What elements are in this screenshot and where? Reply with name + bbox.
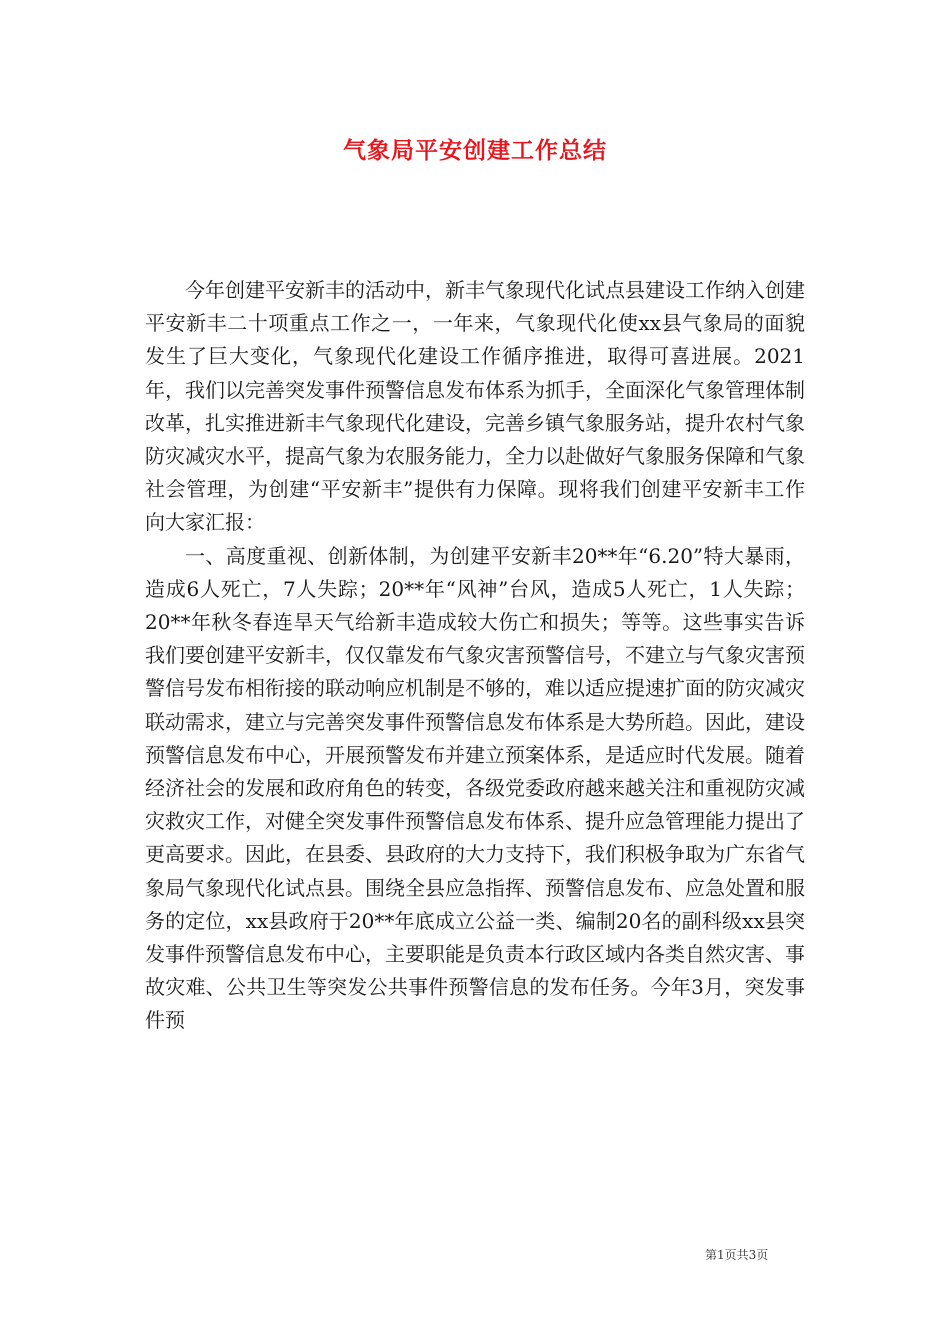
document-title: 气象局平安创建工作总结 xyxy=(343,137,607,164)
body-paragraph-1: 今年创建平安新丰的活动中，新丰气象现代化试点县建设工作纳入创建平安新丰二十项重点工作之一，一年来，气象现代化使xx县气象局的面貌发生了巨大变化，气象现代化建设工作循序推进，取得可喜进展。2021年，我们以完善突发事件预警信息发布体系为抓手，全面深化气象管理体制改革，扎实推进新丰气象现代化建设，完善乡镇气象服务站，提升农村气象防灾减灾水平，提高气象为农服务能力，全力以赴做好气象服务保障和气象社会管理，为创建“平安新丰”提供有力保障。现将我们创建平安新丰工作向大家汇报： xyxy=(145,278,805,535)
body-paragraph-2: 一、高度重视、创新体制，为创建平安新丰20**年“6.20”特大暴雨，造成6人死亡，7人失踪；20**年“风神”台风，造成5人死亡，1人失踪；20**年秋冬春连旱天气给新丰造成较大伤亡和损失；等等。这些事实告诉我们要创建平安新丰，仅仅靠发布气象灾害预警信号，不建立与气象灾害预警信号发布相衔接的联动响应机制是不够的，难以适应提速扩面的防灾减灾联动需求，建立与完善突发事件预警信息发布体系是大势所趋。因此，建设预警信息发布中心，开展预警发布并建立预案体系，是适应时代发展。随着经济社会的发展和政府角色的转变，各级党委政府越来越关注和重视防灾减灾救灾工作，对健全突发事件预警信息发布体系、提升应急管理能力提出了更高要求。因此，在县委、县政府的大力支持下，我们积极争取为广东省气象局气象现代化试点县。围绕全县应急指挥、预警信息发布、应急处置和服务的定位，xx县政府于20**年底成立公益一类、编制20名的副科级xx县突发事件预警信息发布中心，主要职能是负责本行政区域内各类自然灾害、事故灾难、公共卫生等突发公共事件预警信息的发布任务。今年3月，突发事件预 xyxy=(145,543,805,1033)
document-body xyxy=(145,274,805,1038)
page-number-footer: 第1页共3页 xyxy=(705,1248,769,1262)
